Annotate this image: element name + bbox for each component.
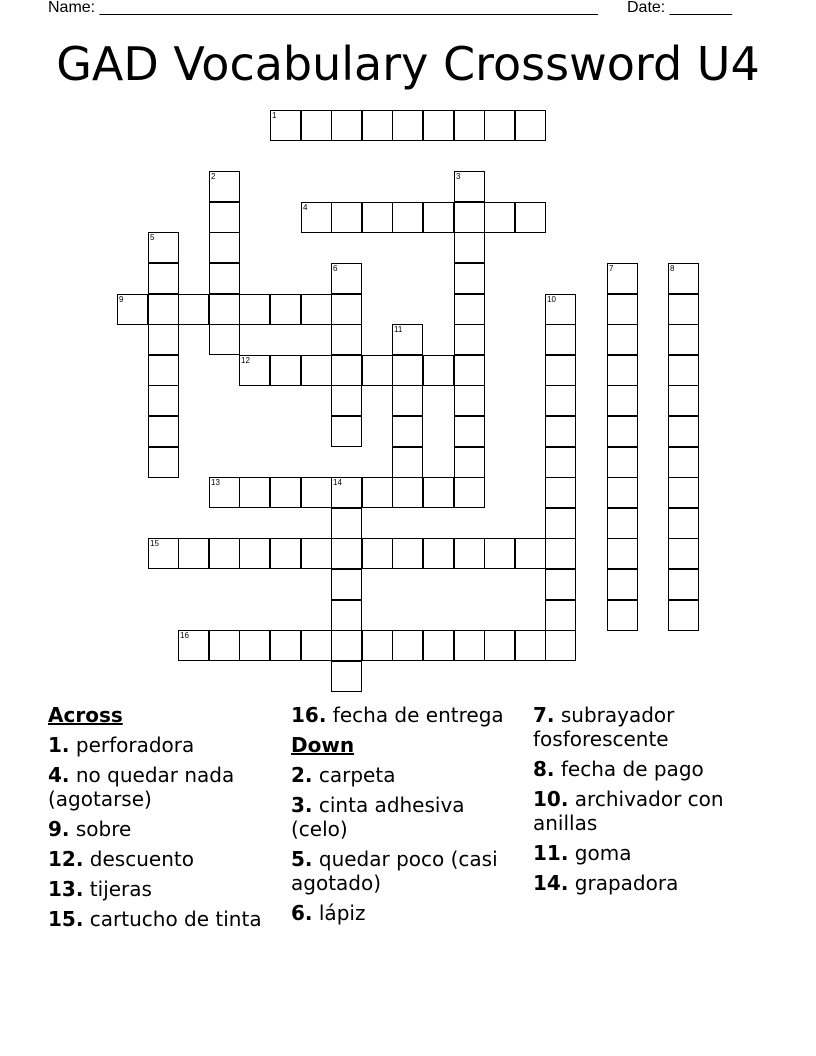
grid-cell[interactable] — [392, 202, 423, 233]
grid-cell[interactable] — [331, 569, 362, 600]
grid-cell[interactable] — [484, 110, 515, 141]
grid-cell[interactable] — [209, 538, 240, 569]
grid-cell[interactable] — [331, 416, 362, 447]
grid-cell[interactable] — [668, 324, 699, 355]
grid-cell[interactable] — [545, 416, 576, 447]
down-clue-5: 5. quedar poco (casi agotado) — [291, 847, 498, 895]
cell-number: 4 — [303, 203, 308, 212]
cell-number: 2 — [211, 172, 216, 181]
grid-cell[interactable] — [454, 477, 485, 508]
across-heading: Across — [48, 703, 123, 727]
grid-cell[interactable] — [148, 324, 179, 355]
clue-column-2 — [291, 703, 521, 931]
grid-cell[interactable] — [423, 110, 454, 141]
grid-cell[interactable] — [454, 324, 485, 355]
grid-cell[interactable] — [209, 324, 240, 355]
grid-cell[interactable] — [331, 538, 362, 569]
grid-cell[interactable] — [148, 355, 179, 386]
grid-cell[interactable] — [607, 447, 638, 478]
cell-number: 13 — [211, 478, 220, 487]
grid-cell[interactable] — [362, 477, 393, 508]
grid-cell[interactable] — [148, 294, 179, 325]
down-heading: Down — [291, 733, 355, 757]
grid-cell[interactable] — [209, 263, 240, 294]
grid-cell[interactable] — [454, 263, 485, 294]
cell-number: 14 — [333, 478, 342, 487]
across-clue-9: 9. sobre — [48, 817, 132, 841]
grid-cell[interactable] — [362, 110, 393, 141]
grid-cell[interactable] — [331, 661, 362, 692]
grid-cell[interactable] — [545, 569, 576, 600]
grid-cell[interactable] — [484, 202, 515, 233]
grid-cell[interactable] — [545, 630, 576, 661]
cell-number: 16 — [180, 631, 189, 640]
grid-cell[interactable] — [331, 202, 362, 233]
grid-cell[interactable] — [454, 355, 485, 386]
down-clue-3: 3. cinta adhesiva (celo) — [291, 793, 465, 841]
grid-cell[interactable] — [454, 110, 485, 141]
grid-cell[interactable] — [270, 477, 301, 508]
grid-cell[interactable] — [331, 600, 362, 631]
grid-cell[interactable] — [301, 477, 332, 508]
grid-cell[interactable] — [392, 447, 423, 478]
grid-cell[interactable] — [392, 630, 423, 661]
grid-cell[interactable] — [545, 538, 576, 569]
grid-cell[interactable] — [515, 538, 546, 569]
cell-number: 9 — [119, 295, 124, 304]
grid-cell[interactable] — [454, 232, 485, 263]
grid-cell[interactable] — [331, 110, 362, 141]
grid-cell[interactable] — [607, 477, 638, 508]
down-clue-11: 11. goma — [533, 841, 632, 865]
grid-cell[interactable] — [392, 385, 423, 416]
grid-cell[interactable] — [607, 508, 638, 539]
cell-number: 8 — [670, 264, 675, 273]
grid-cell[interactable] — [454, 294, 485, 325]
down-clue-14: 14. grapadora — [533, 871, 679, 895]
across-clue-13: 13. tijeras — [48, 877, 152, 901]
grid-cell[interactable] — [423, 630, 454, 661]
grid-cell[interactable] — [668, 569, 699, 600]
grid-cell[interactable] — [392, 538, 423, 569]
grid-cell[interactable] — [270, 355, 301, 386]
grid-cell[interactable] — [454, 447, 485, 478]
grid-cell[interactable] — [423, 355, 454, 386]
grid-cell[interactable] — [239, 294, 270, 325]
grid-cell[interactable] — [607, 294, 638, 325]
grid-cell[interactable] — [331, 324, 362, 355]
cell-number: 10 — [547, 295, 556, 304]
grid-cell[interactable] — [668, 416, 699, 447]
grid-cell[interactable] — [301, 294, 332, 325]
grid-cell[interactable] — [209, 630, 240, 661]
grid-cell[interactable] — [331, 630, 362, 661]
cell-number: 6 — [333, 264, 338, 273]
grid-cell[interactable] — [423, 477, 454, 508]
grid-cell[interactable] — [668, 385, 699, 416]
clue-column-1 — [48, 703, 278, 937]
grid-cell[interactable] — [148, 416, 179, 447]
grid-cell[interactable] — [148, 447, 179, 478]
grid-cell[interactable] — [515, 630, 546, 661]
grid-cell[interactable] — [607, 538, 638, 569]
grid-cell[interactable] — [668, 600, 699, 631]
grid-cell[interactable] — [270, 294, 301, 325]
grid-cell[interactable] — [545, 385, 576, 416]
grid-cell[interactable] — [545, 508, 576, 539]
grid-cell[interactable] — [209, 294, 240, 325]
cell-number: 15 — [150, 539, 159, 548]
grid-cell[interactable] — [454, 538, 485, 569]
grid-cell[interactable] — [545, 355, 576, 386]
grid-cell[interactable] — [392, 416, 423, 447]
grid-cell[interactable] — [392, 110, 423, 141]
grid-cell[interactable] — [668, 447, 699, 478]
grid-cell[interactable] — [362, 538, 393, 569]
grid-cell[interactable] — [362, 355, 393, 386]
across-clue-15: 15. cartucho de tinta — [48, 907, 262, 931]
grid-cell[interactable] — [209, 232, 240, 263]
grid-cell[interactable] — [454, 416, 485, 447]
cell-number: 1 — [272, 111, 277, 120]
grid-cell[interactable] — [178, 538, 209, 569]
grid-cell[interactable] — [668, 355, 699, 386]
cell-number: 5 — [150, 233, 155, 242]
grid-cell[interactable] — [148, 263, 179, 294]
grid-cell[interactable] — [454, 202, 485, 233]
grid-cell[interactable] — [301, 630, 332, 661]
grid-cell[interactable] — [454, 630, 485, 661]
grid-cell[interactable] — [148, 385, 179, 416]
grid-cell[interactable] — [454, 385, 485, 416]
grid-cell[interactable] — [209, 202, 240, 233]
grid-cell[interactable] — [668, 477, 699, 508]
cell-number: 12 — [241, 356, 250, 365]
name-line: Name: ________________________________________________________ — [48, 0, 598, 16]
grid-cell[interactable] — [301, 538, 332, 569]
grid-cell[interactable] — [239, 538, 270, 569]
grid-cell[interactable] — [178, 294, 209, 325]
across-clue-4: 4. no quedar nada (agotarse) — [48, 763, 235, 811]
grid-cell[interactable] — [668, 538, 699, 569]
grid-cell[interactable] — [607, 569, 638, 600]
grid-cell[interactable] — [392, 355, 423, 386]
grid-cell[interactable] — [668, 294, 699, 325]
cell-number: 7 — [609, 264, 614, 273]
grid-cell[interactable] — [423, 538, 454, 569]
across-clue-1: 1. perforadora — [48, 733, 195, 757]
grid-cell[interactable] — [515, 202, 546, 233]
grid-cell[interactable] — [515, 110, 546, 141]
grid-cell[interactable] — [301, 355, 332, 386]
grid-cell[interactable] — [239, 477, 270, 508]
down-clue-10: 10. archivador con anillas — [533, 787, 724, 835]
grid-cell[interactable] — [545, 477, 576, 508]
down-clue-7: 7. subrayador fosforescente — [533, 703, 675, 751]
down-clue-6: 6. lápiz — [291, 901, 366, 925]
grid-cell[interactable] — [392, 477, 423, 508]
grid-cell[interactable] — [545, 600, 576, 631]
page-title: GAD Vocabulary Crossword U4 — [56, 37, 760, 91]
cell-number: 11 — [394, 325, 403, 334]
grid-cell[interactable] — [484, 630, 515, 661]
down-clue-2: 2. carpeta — [291, 763, 396, 787]
grid-cell[interactable] — [270, 538, 301, 569]
grid-cell[interactable] — [607, 600, 638, 631]
grid-cell[interactable] — [362, 202, 393, 233]
grid-cell[interactable] — [331, 294, 362, 325]
grid-cell[interactable] — [484, 538, 515, 569]
across-clue-16: 16. fecha de entrega — [291, 703, 504, 727]
grid-cell[interactable] — [607, 355, 638, 386]
across-clue-12: 12. descuento — [48, 847, 194, 871]
grid-cell[interactable] — [668, 508, 699, 539]
grid-cell[interactable] — [545, 324, 576, 355]
grid-cell[interactable] — [362, 630, 393, 661]
grid-cell[interactable] — [270, 630, 301, 661]
grid-cell[interactable] — [239, 630, 270, 661]
down-clue-8: 8. fecha de pago — [533, 757, 704, 781]
grid-cell[interactable] — [331, 508, 362, 539]
grid-cell[interactable] — [301, 110, 332, 141]
grid-cell[interactable] — [607, 324, 638, 355]
grid-cell[interactable] — [607, 416, 638, 447]
grid-cell[interactable] — [545, 447, 576, 478]
clue-column-3 — [533, 703, 773, 901]
cell-number: 3 — [456, 172, 461, 181]
grid-cell[interactable] — [331, 385, 362, 416]
grid-cell[interactable] — [331, 355, 362, 386]
grid-cell[interactable] — [607, 385, 638, 416]
grid-cell[interactable] — [423, 202, 454, 233]
date-line: Date: _______ — [627, 0, 732, 16]
